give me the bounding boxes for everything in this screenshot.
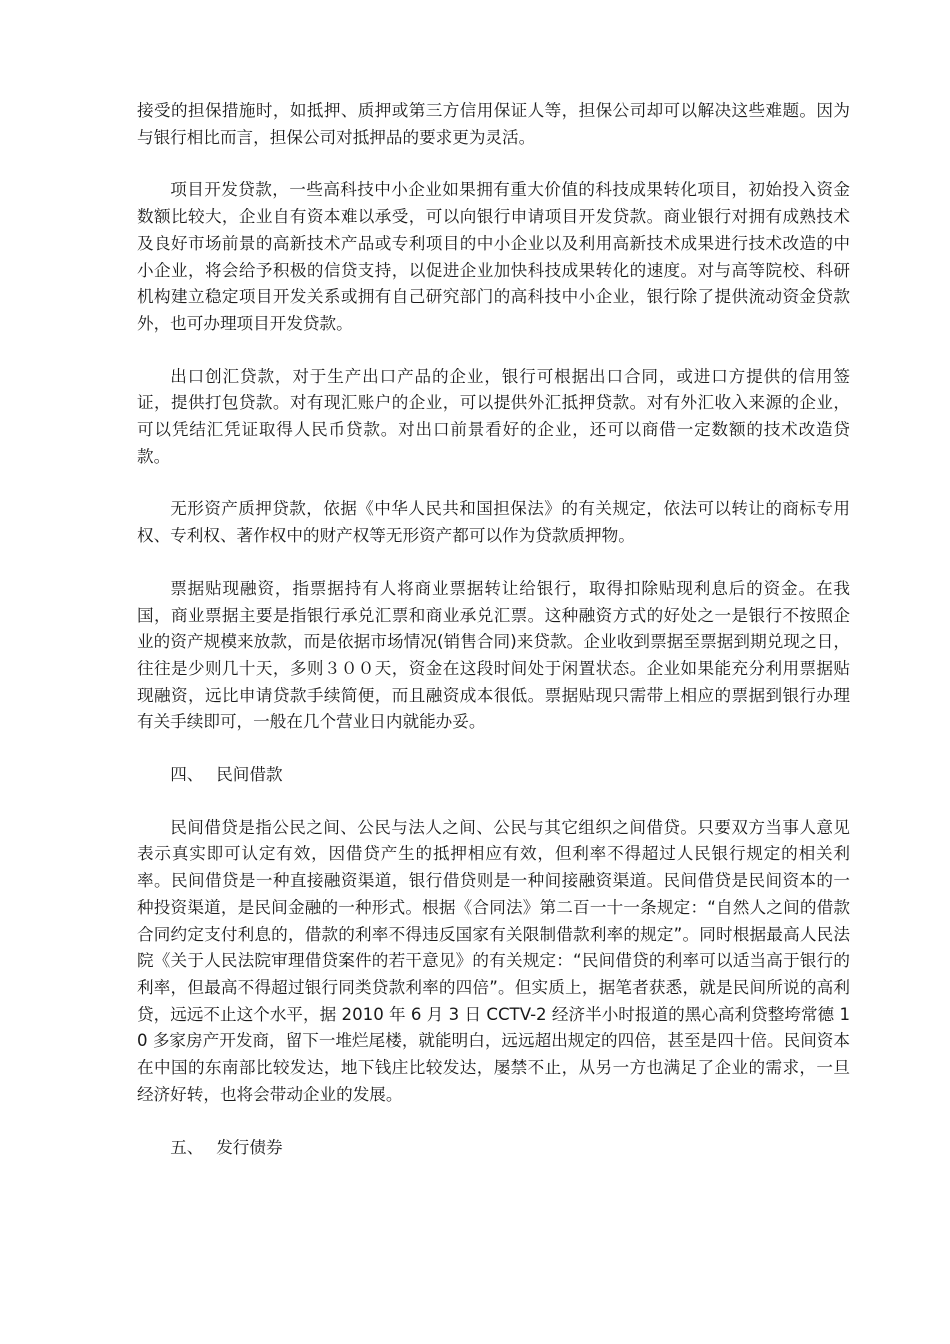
section-title: 发行债券	[216, 1137, 283, 1157]
paragraph-guarantee-continuation: 接受的担保措施时，如抵押、质押或第三方信用保证人等，担保公司却可以解决这些难题。因为与银行相比而言，担保公司对抵押品的要求更为灵活。	[137, 101, 850, 147]
paragraph-intangible-asset-pledge-loan: 无形资产质押贷款，依据《中华人民共和国担保法》的有关规定，依法可以转让的商标专用权、专利权、著作权中的财产权等无形资产都可以作为贷款质押物。	[137, 499, 850, 546]
section-number: 四、	[170, 765, 204, 785]
paragraph-private-lending: 民间借贷是指公民之间、公民与法人之间、公民与其它组织之间借贷。只要双方当事人意见表示真实即可认定有效，因借贷产生的抵押相应有效，但利率不得超过人民银行规定的相关利率。民间借贷是一种直接融资渠道，银行借贷则是一种间接融资渠道。民间借贷是民间资本的一种投资渠道，是民间金融的一种形式。根据《合同法》第二百一十一条规定：“自然人之间的借款合同约定支付利息的，借款的利率不得违反国家有关限制借款利率的规定”。同时根据最高人民法院《关于人民法院审理借贷案件的若干意见》的有关规定：“民间借贷的利率可以适当高于银行的利率，但最高不得超过银行同类贷款利率的四倍”。但实质上，据笔者获悉，就是民间所说的高利贷，远远不止这个水平，据 2010 年 6 月 3 日 CCTV-2 经济半小时报道的黑心高利贷整垮常德 10 多家房产开发商，留下一堆烂尾楼，就能明白，远远超出规定的四倍，甚至是四十倍。民间资本在中国的东南部比较发达，地下钱庄比较发达，屡禁不止，从另一方也满足了企业的需求，一旦经济好转，也将会带动企业的发展。	[137, 817, 850, 1104]
document-body	[137, 98, 850, 1187]
section-title: 民间借款	[216, 765, 283, 785]
section-heading-five	[137, 1135, 850, 1162]
paragraph-project-development-loan: 项目开发贷款，一些高科技中小企业如果拥有重大价值的科技成果转化项目，初始投入资金数额比较大，企业自有资本难以承受，可以向银行申请项目开发贷款。商业银行对拥有成熟技术及良好市场前景的高新技术产品或专利项目的中小企业以及利用高新技术成果进行技术改造的中小企业，将会给予积极的信贷支持，以促进企业加快科技成果转化的速度。对与高等院校、科研机构建立稳定项目开发关系或拥有自己研究部门的高科技中小企业，银行除了提供流动资金贷款外，也可办理项目开发贷款。	[137, 180, 850, 333]
paragraph-export-loan: 出口创汇贷款，对于生产出口产品的企业，银行可根据出口合同，或进口方提供的信用签证，提供打包贷款。对有现汇账户的企业，可以提供外汇抵押贷款。对有外汇收入来源的企业，可以凭结汇凭证取得人民币贷款。对出口前景看好的企业，还可以商借一定数额的技术改造贷款。	[137, 366, 850, 466]
paragraph-bill-discount-financing: 票据贴现融资，指票据持有人将商业票据转让给银行，取得扣除贴现利息后的资金。在我国，商业票据主要是指银行承兑汇票和商业承兑汇票。这种融资方式的好处之一是银行不按照企业的资产规模来放款，而是依据市场情况(销售合同)来贷款。企业收到票据至票据到期兑现之日，往往是少则几十天，多则３００天，资金在这段时间处于闲置状态。企业如果能充分利用票据贴现融资，远比申请贷款手续简便，而且融资成本很低。票据贴现只需带上相应的票据到银行办理有关手续即可，一般在几个营业日内就能办妥。	[137, 578, 850, 732]
section-heading-four	[137, 762, 850, 789]
section-number: 五、	[170, 1137, 204, 1157]
